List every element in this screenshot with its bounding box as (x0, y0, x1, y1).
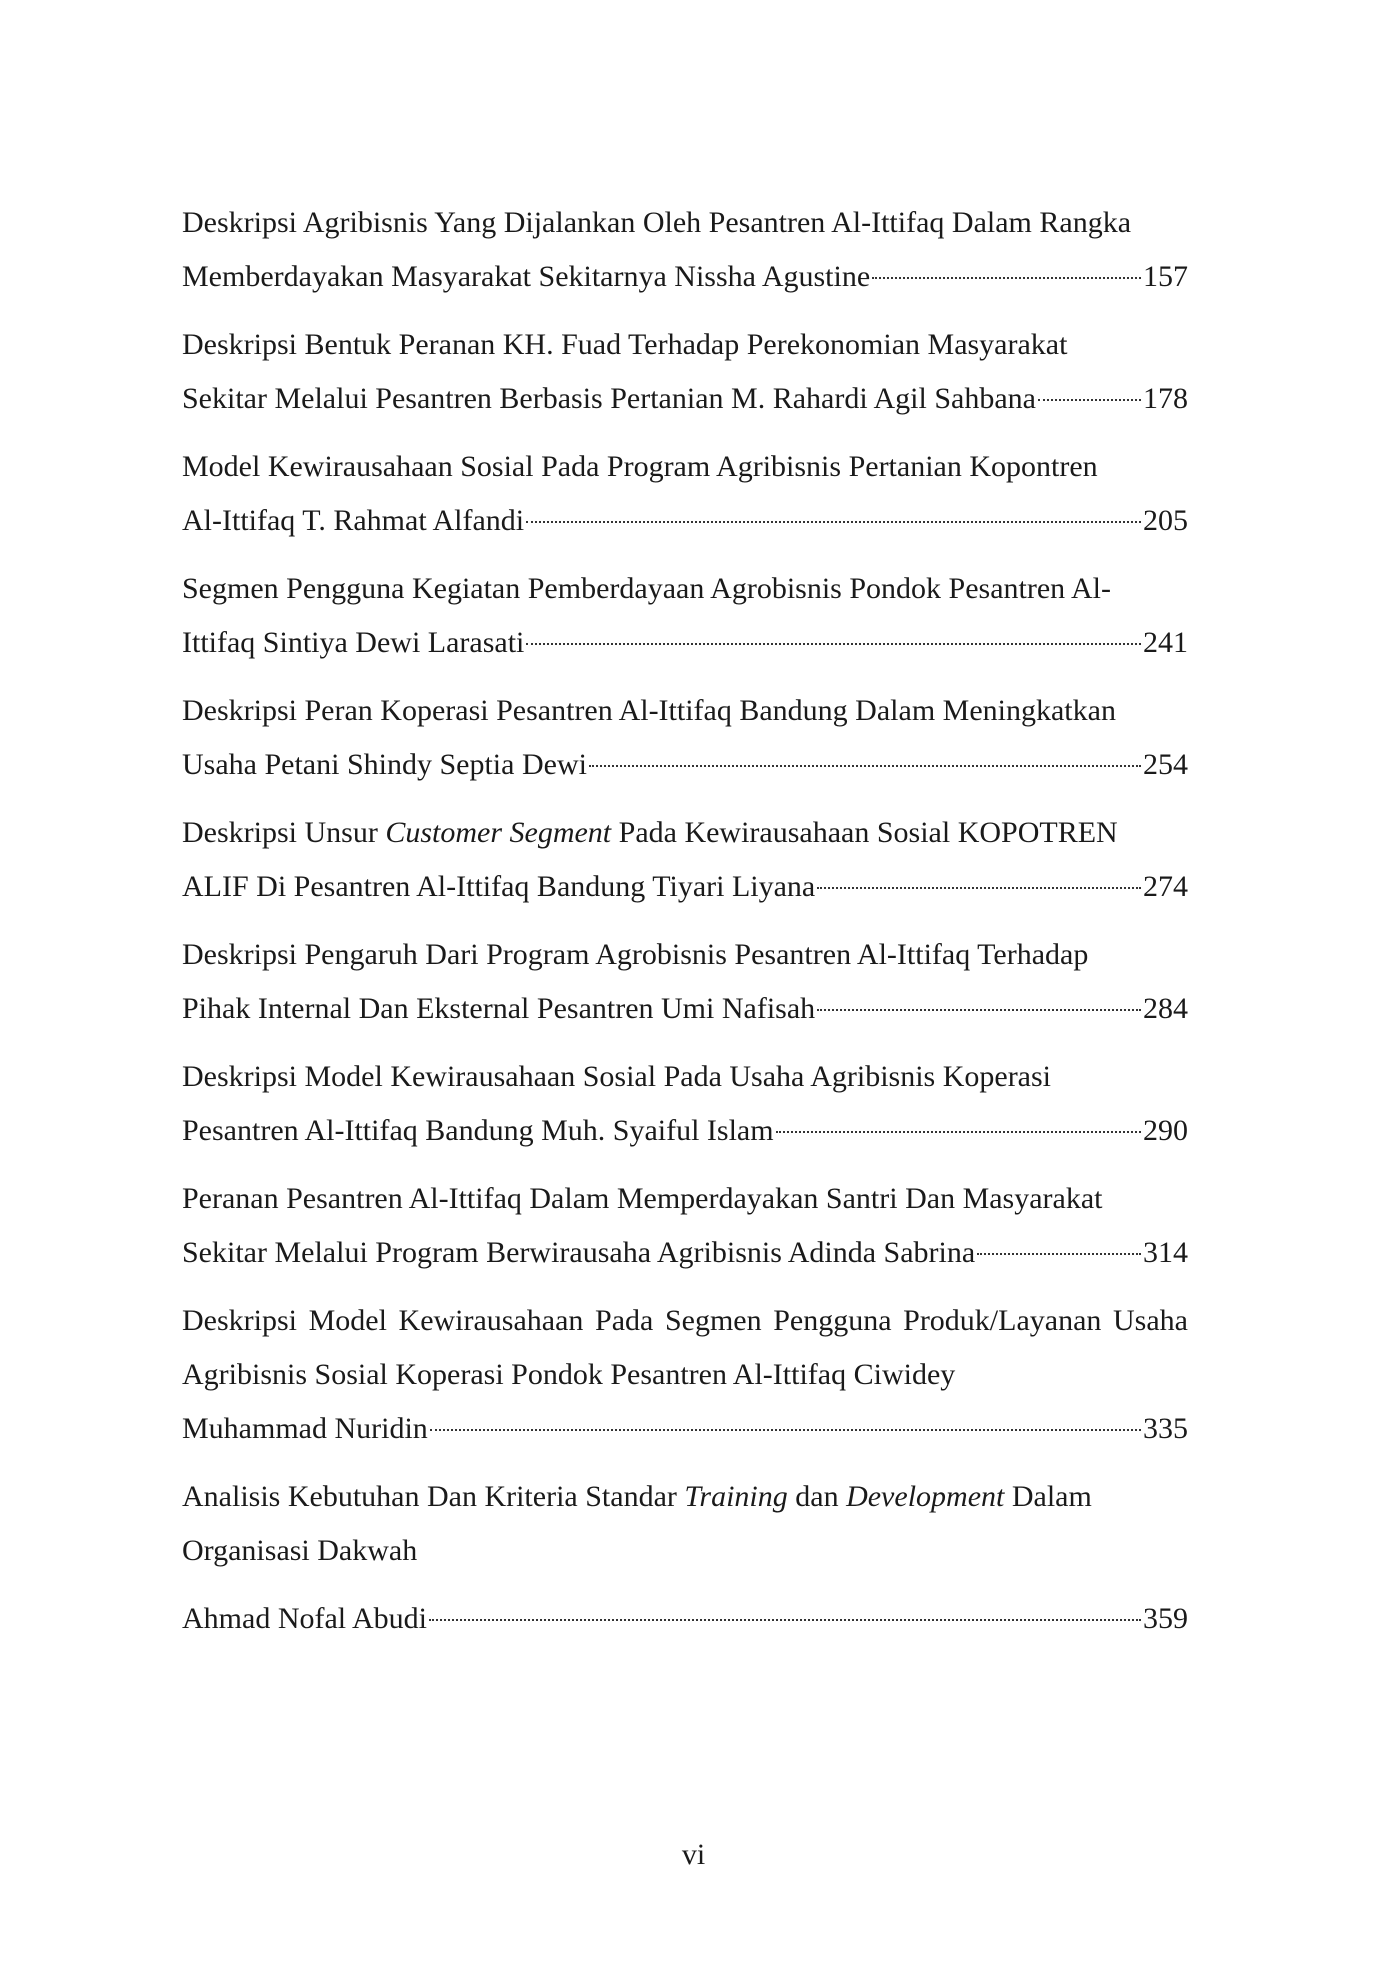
toc-title-text: dan (787, 1480, 847, 1513)
toc-entry-author: Ahmad Nofal Abudi (182, 1602, 427, 1635)
toc-page-number: 284 (1143, 992, 1188, 1025)
toc-title-emphasis: Training (684, 1480, 788, 1513)
table-of-contents (182, 196, 1188, 1660)
toc-title-text: Analisis Kebutuhan Dan Kriteria Standar (182, 1480, 685, 1513)
toc-page-number: 274 (1143, 870, 1188, 903)
toc-entry[interactable] (182, 196, 1188, 304)
toc-entry[interactable] (182, 440, 1188, 548)
toc-entry-last-line (182, 1226, 1188, 1280)
dot-leader (526, 643, 1141, 645)
toc-page-number: 314 (1143, 1236, 1188, 1269)
toc-title-text: Deskripsi Unsur (182, 816, 386, 849)
dot-leader (429, 1619, 1141, 1621)
toc-entry-last-line (182, 494, 1188, 548)
toc-entry[interactable] (182, 806, 1188, 914)
toc-entry[interactable] (182, 318, 1188, 426)
dot-leader (430, 1429, 1141, 1431)
footer-page-number: vi (681, 1838, 706, 1871)
dot-leader (817, 1009, 1141, 1011)
dot-leader (977, 1253, 1141, 1255)
dot-leader (526, 521, 1141, 523)
toc-entry[interactable] (182, 684, 1188, 792)
toc-entry-author: Memberdayakan Masyarakat Sekitarnya Nissha Agustine (182, 260, 871, 293)
toc-entry-title: Deskripsi Model Kewirausahaan Sosial Pada Usaha Agribisnis Koperasi (182, 1060, 1052, 1093)
toc-entry-title: Deskripsi Peran Koperasi Pesantren Al-Ittifaq Bandung Dalam Meningkatkan (182, 694, 1116, 727)
toc-title-emphasis: Customer Segment (385, 816, 612, 849)
toc-entry-title-continued: Organisasi Dakwah (182, 1534, 418, 1567)
toc-page-number: 178 (1143, 382, 1188, 415)
toc-entry-last-line (182, 860, 1188, 914)
dot-leader (589, 765, 1141, 767)
toc-entry-title: Deskripsi Pengaruh Dari Program Agrobisnis Pesantren Al-Ittifaq Terhadap (182, 938, 1089, 971)
toc-entry-author: Pesantren Al-Ittifaq Bandung Muh. Syaiful Islam (182, 1114, 774, 1147)
toc-entry-author: Sekitar Melalui Pesantren Berbasis Pertanian M. Rahardi Agil Sahbana (182, 382, 1036, 415)
toc-entry[interactable] (182, 1050, 1188, 1158)
toc-page-number: 254 (1143, 748, 1188, 781)
toc-entry-last-line (182, 616, 1188, 670)
toc-entry[interactable] (182, 1470, 1188, 1578)
toc-entry-title (182, 1470, 1188, 1524)
toc-entry-last-line (182, 1104, 1188, 1158)
toc-page-number: 290 (1143, 1114, 1188, 1147)
toc-entry-title: Deskripsi Bentuk Peranan KH. Fuad Terhadap Perekonomian Masyarakat (182, 328, 1068, 361)
toc-entry-author: Muhammad Nuridin (182, 1412, 428, 1445)
toc-title-emphasis: Development (846, 1480, 1005, 1513)
toc-entry-last-line (182, 372, 1188, 426)
dot-leader (776, 1131, 1141, 1133)
toc-page-number: 157 (1143, 260, 1188, 293)
toc-entry-last-line (182, 982, 1188, 1036)
dot-leader (872, 277, 1141, 279)
toc-entry-title: Peranan Pesantren Al-Ittifaq Dalam Memperdayakan Santri Dan Masyarakat (182, 1182, 1103, 1215)
toc-title-text: Dalam (1004, 1480, 1092, 1513)
toc-entry[interactable] (182, 1592, 1188, 1646)
toc-page-number: 241 (1143, 626, 1188, 659)
toc-entry[interactable] (182, 928, 1188, 1036)
toc-entry-author: Al-Ittifaq T. Rahmat Alfandi (182, 504, 525, 537)
dot-leader (817, 887, 1141, 889)
toc-title-text: Pada Kewirausahaan Sosial KOPOTREN (611, 816, 1118, 849)
toc-entry-title: Deskripsi Model Kewirausahaan Pada Segmen Pengguna Produk/Layanan Usaha Agribisnis Sosial Koperasi Pondok Pesantren Al-Ittifaq Ciwidey (182, 1304, 1188, 1391)
toc-entry-author: Usaha Petani Shindy Septia Dewi (182, 748, 587, 781)
dot-leader (1038, 399, 1141, 401)
toc-page-number: 205 (1143, 504, 1188, 537)
toc-entry[interactable] (182, 1172, 1188, 1280)
toc-entry-last-line (182, 1402, 1188, 1456)
toc-entry-title: Segmen Pengguna Kegiatan Pemberdayaan Agrobisnis Pondok Pesantren Al- (182, 572, 1112, 605)
toc-entry-title: Deskripsi Agribisnis Yang Dijalankan Oleh Pesantren Al-Ittifaq Dalam Rangka (182, 206, 1132, 239)
toc-entry-author: Sekitar Melalui Program Berwirausaha Agribisnis Adinda Sabrina (182, 1236, 976, 1269)
toc-entry-author: Pihak Internal Dan Eksternal Pesantren Umi Nafisah (182, 992, 816, 1025)
toc-entry-title (182, 806, 1188, 860)
toc-page-number: 335 (1143, 1412, 1188, 1445)
toc-entry-last-line (182, 738, 1188, 792)
toc-entry-title: Model Kewirausahaan Sosial Pada Program Agribisnis Pertanian Kopontren (182, 450, 1098, 483)
toc-entry-author: ALIF Di Pesantren Al-Ittifaq Bandung Tiyari Liyana (182, 870, 816, 903)
toc-entry[interactable] (182, 1294, 1188, 1456)
toc-entry-last-line (182, 250, 1188, 304)
toc-entry-author: Ittifaq Sintiya Dewi Larasati (182, 626, 525, 659)
toc-entry-last-line (182, 1592, 1188, 1646)
toc-page-number: 359 (1143, 1602, 1188, 1635)
toc-entry[interactable] (182, 562, 1188, 670)
